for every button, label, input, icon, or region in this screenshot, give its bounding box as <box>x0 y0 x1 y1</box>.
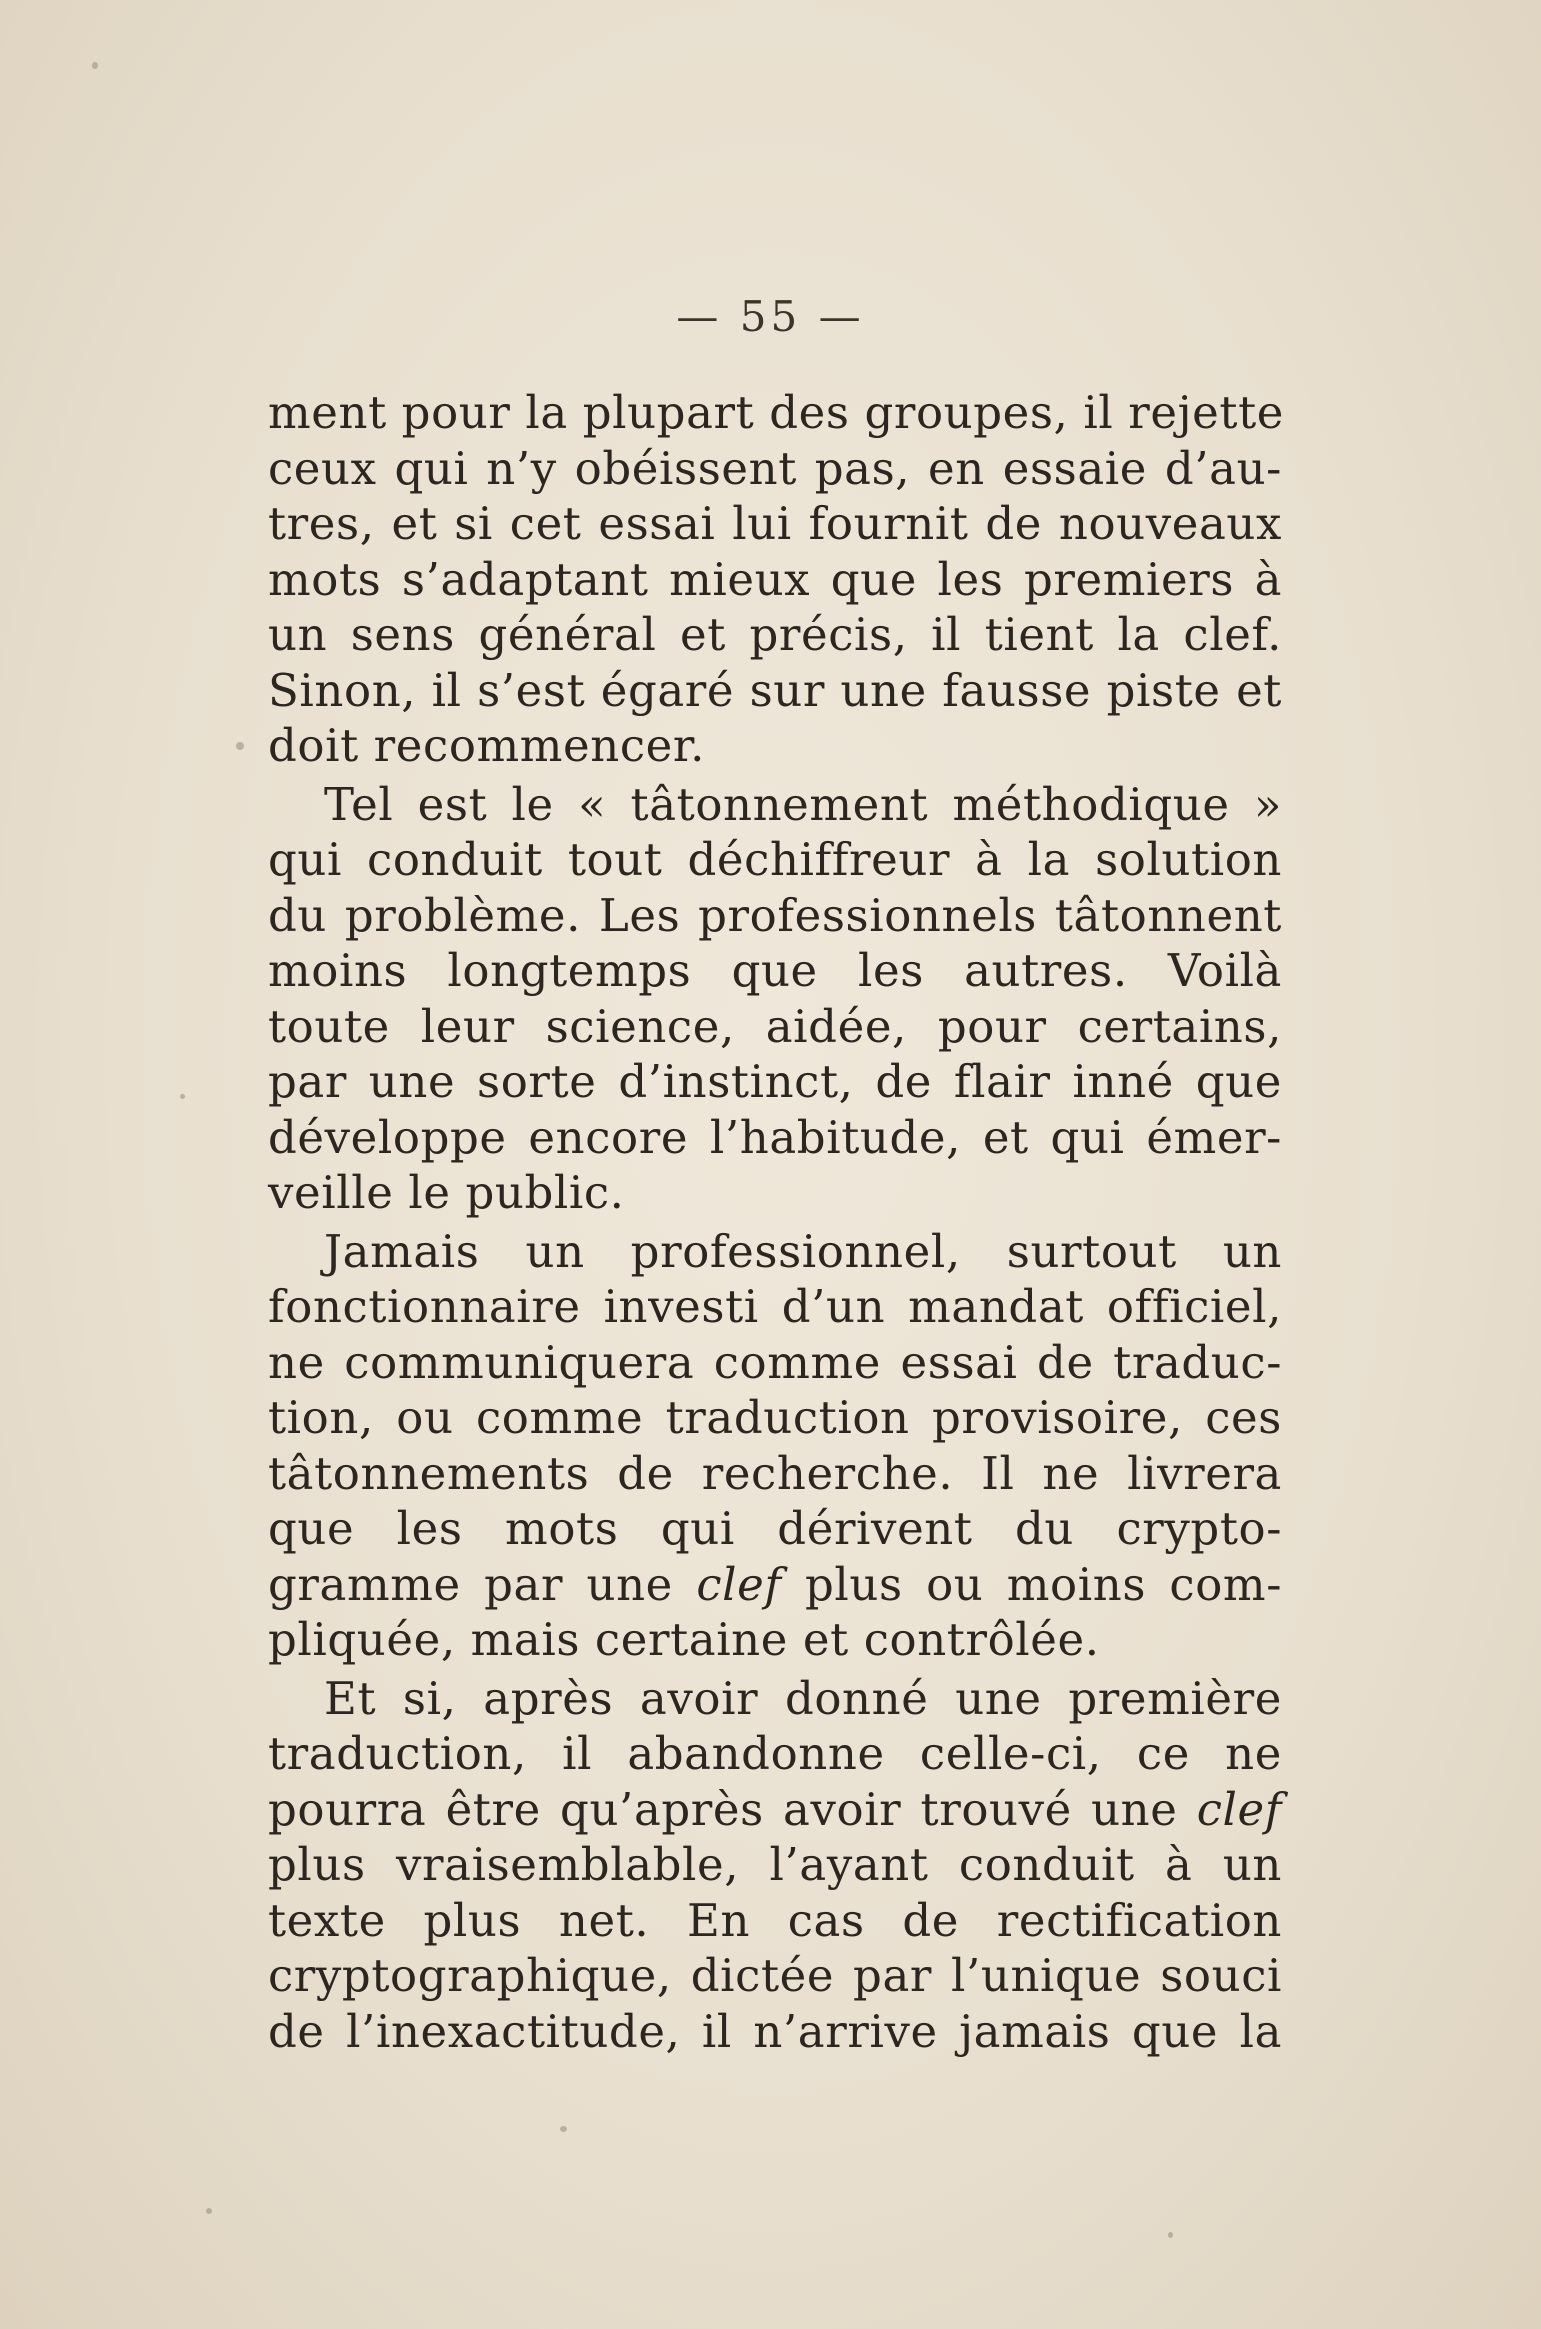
text-line: par une sorte d’instinct, de flair inné que <box>268 1055 1282 1108</box>
text-fragment: plus ou moins com- <box>805 1557 1283 1611</box>
text-line: du problème. Les professionnels tâtonnent <box>268 888 1282 942</box>
text-line: Tel est le « tâtonnement méthodique » <box>324 777 1282 831</box>
text-line: un sens général et précis, il tient la clef. <box>268 608 1282 661</box>
text-line: toute leur science, aidée, pour certains, <box>268 999 1282 1053</box>
paper-speck <box>560 2126 567 2132</box>
text-line: tâtonnements de recherche. Il ne livrera <box>268 1446 1282 1500</box>
paper-speck <box>1168 2232 1173 2238</box>
italic-word: clef <box>696 1557 782 1611</box>
text-line: doit recommencer. <box>268 719 705 772</box>
body-text <box>268 385 1282 2062</box>
text-line: développe encore l’habitude, et qui émer- <box>268 1110 1282 1164</box>
text-line: veille le public. <box>268 1166 625 1219</box>
text-fragment: pourra être qu’après avoir trouvé une <box>268 1782 1178 1836</box>
page-number: — 55 — <box>676 292 865 341</box>
text-line: plus vraisemblable, l’ayant conduit à un <box>268 1838 1282 1891</box>
text-line: pliquée, mais certaine et contrôlée. <box>268 1613 1100 1666</box>
text-line: Sinon, il s’est égaré sur une fausse piste et <box>268 663 1282 717</box>
text-fragment: gramme par une <box>268 1557 673 1611</box>
paragraph-2 <box>268 777 1282 1221</box>
text-line: ne communiquera comme essai de traduc- <box>268 1335 1282 1389</box>
text-line: Jamais un professionnel, surtout un <box>324 1224 1282 1278</box>
text-line: que les mots qui dérivent du crypto- <box>268 1502 1282 1555</box>
paragraph-3 <box>268 1224 1282 1668</box>
text-line: mots s’adaptant mieux que les premiers à <box>268 552 1282 606</box>
text-line: cryptographique, dictée par l’unique souci <box>268 1949 1282 2002</box>
paragraph-1 <box>268 385 1282 774</box>
text-line: tres, et si cet essai lui fournit de nouveaux <box>268 497 1282 550</box>
italic-word: clef <box>1196 1782 1282 1836</box>
text-line: qui conduit tout déchiffreur à la solution <box>268 833 1282 886</box>
text-line: moins longtemps que les autres. Voilà <box>268 944 1282 997</box>
text-line: traduction, il abandonne celle-ci, ce ne <box>268 1727 1282 1780</box>
text-line-with-italic <box>268 1782 1282 1838</box>
text-line: ment pour la plupart des groupes, il rejette <box>268 386 1284 439</box>
paragraph-4 <box>268 1671 1282 2060</box>
text-line: fonctionnaire investi d’un mandat officiel, <box>268 1280 1282 1333</box>
text-line: ceux qui n’y obéissent pas, en essaie d’au- <box>268 441 1282 495</box>
text-line: de l’inexactitude, il n’arrive jamais que la <box>268 2004 1282 2058</box>
paper-speck <box>236 742 244 750</box>
paper-speck <box>92 62 98 69</box>
paper-speck <box>180 1094 185 1099</box>
text-line: Et si, après avoir donné une première <box>324 1671 1282 1725</box>
text-line: tion, ou comme traduction provisoire, ces <box>268 1391 1282 1444</box>
text-line: texte plus net. En cas de rectification <box>268 1893 1282 1947</box>
paper-speck <box>206 2208 212 2214</box>
text-line-with-italic <box>268 1557 1282 1613</box>
